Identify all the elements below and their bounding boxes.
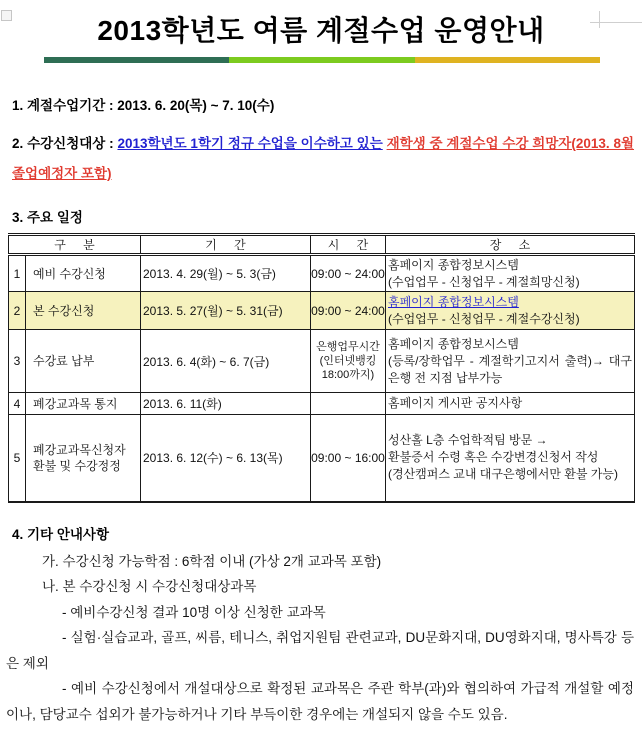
selection-handle-top-right-tick	[599, 11, 600, 28]
row-place-link[interactable]: 홈페이지 종합정보시스템	[388, 294, 519, 309]
row-place: 홈페이지 게시판 공지사항	[386, 393, 635, 415]
row-time: 09:00 ~ 24:00	[311, 255, 386, 292]
row-category: 폐강교과목신청자 환불 및 수강정정	[26, 415, 141, 502]
row-place-line1: 홈페이지 종합정보시스템	[388, 257, 519, 272]
row-number: 5	[9, 415, 26, 502]
row-time-line1: 은행업무시간	[316, 341, 380, 353]
row-period: 2013. 6. 12(수) ~ 6. 13(목)	[141, 415, 311, 502]
table-row-tuition-payment	[9, 330, 635, 393]
table-row-preliminary-registration	[9, 255, 635, 292]
row-number: 4	[9, 393, 26, 415]
row-period: 2013. 5. 27(월) ~ 5. 31(금)	[141, 292, 311, 330]
row-category: 폐강교과목 통지	[26, 393, 141, 415]
row-place-line2: (수업업무 - 신청업무 - 계절수강신청)	[388, 311, 580, 326]
section-1-heading	[12, 94, 634, 114]
row-number: 2	[9, 292, 26, 330]
row-place	[386, 292, 635, 330]
row-period: 2013. 4. 29(월) ~ 5. 3(금)	[141, 255, 311, 292]
row-time	[311, 330, 386, 393]
row-time-line3: 18:00까지)	[321, 369, 375, 381]
eligibility-link[interactable]: 2013학년도 1학기 정규 수업을 이수하고 있는	[117, 136, 383, 151]
section-4-heading: 4. 기타 안내사항	[12, 526, 110, 542]
row-time	[311, 393, 386, 415]
row-place	[386, 255, 635, 292]
row-place-line1: 홈페이지 종합정보시스템	[388, 336, 519, 351]
section-2-heading	[10, 129, 634, 189]
header-period: 기 간	[141, 235, 311, 255]
row-place-line2: (수업업무 - 신청업무 - 계절희망신청)	[388, 274, 580, 289]
selection-handle-top-right	[590, 22, 642, 23]
note-subitem-2: - 실험·실습교과, 골프, 씨름, 테니스, 취업지원팀 관련교과, DU문화지대, DU영화지대, 명사특강 등은 제외	[6, 630, 634, 671]
row-place-line3: (경산캠퍼스 교내 대구은행에서만 환불 가능)	[388, 467, 618, 482]
schedule-header-row	[9, 235, 635, 255]
table-row-cancelled-course-notice	[9, 393, 635, 415]
eligibility-emphasis: 재학생 중 계절수업 수강 희망자(2013. 8월 졸업예정자 포함)	[12, 136, 634, 181]
note-item-na: 나. 본 수강신청 시 수강신청대상과목	[42, 579, 257, 594]
row-place	[386, 330, 635, 393]
row-time: 09:00 ~ 16:00	[311, 415, 386, 502]
header-time: 시 간	[311, 235, 386, 255]
header-category: 구 분	[9, 235, 141, 255]
header-place: 장 소	[386, 235, 635, 255]
row-time-line2: (인터넷뱅킹	[319, 355, 377, 367]
divider-segment-dark-green	[44, 57, 229, 63]
row-place-line2: 환불증서 수령 혹은 수강변경신청서 작성	[388, 450, 599, 465]
section-3-heading: 3. 주요 일정	[12, 210, 83, 225]
row-time: 09:00 ~ 24:00	[311, 292, 386, 330]
divider-segment-light-green	[229, 57, 414, 63]
page-title: 2013학년도 여름 계절수업 운영안내	[97, 15, 545, 46]
row-period: 2013. 6. 4(화) ~ 6. 7(금)	[141, 330, 311, 393]
row-category: 수강료 납부	[26, 330, 141, 393]
selection-handle-top-left	[1, 10, 12, 21]
row-place-line2: (등록/장학업무 - 계절학기고지서 출력)→ 대구은행 전 지점 납부가능	[388, 353, 632, 385]
row-category: 본 수강신청	[26, 292, 141, 330]
row-place-line1: 성산홀 L층 수업학적팀 방문 →	[388, 433, 548, 448]
schedule-table	[8, 233, 635, 503]
section-2-label: 2. 수강신청대상 :	[12, 136, 114, 151]
title-divider-bar	[44, 57, 600, 63]
row-category: 예비 수강신청	[26, 255, 141, 292]
row-number: 3	[9, 330, 26, 393]
section-1-label: 1. 계절수업기간 :	[12, 98, 114, 113]
row-number: 1	[9, 255, 26, 292]
table-row-main-registration-highlighted	[9, 292, 635, 330]
note-subitem-1: - 예비수강신청 결과 10명 이상 신청한 교과목	[62, 604, 326, 620]
note-item-ga: 가. 수강신청 가능학점 : 6학점 이내 (가상 2개 교과목 포함)	[42, 553, 382, 569]
row-period: 2013. 6. 11(화)	[141, 393, 311, 415]
divider-segment-gold	[415, 57, 600, 63]
note-subitem-3: - 예비 수강신청에서 개설대상으로 확정된 교과목은 주관 학부(과)와 협의하여 가급적 개설할 예정이나, 담당교수 섭외가 불가능하거나 기타 부득이한 경우에는 개설되지 않을 수도 있음.	[6, 681, 634, 722]
table-row-refund-and-change	[9, 415, 635, 502]
section-1-period-value: 2013. 6. 20(목) ~ 7. 10(수)	[117, 98, 275, 113]
row-place	[386, 415, 635, 502]
